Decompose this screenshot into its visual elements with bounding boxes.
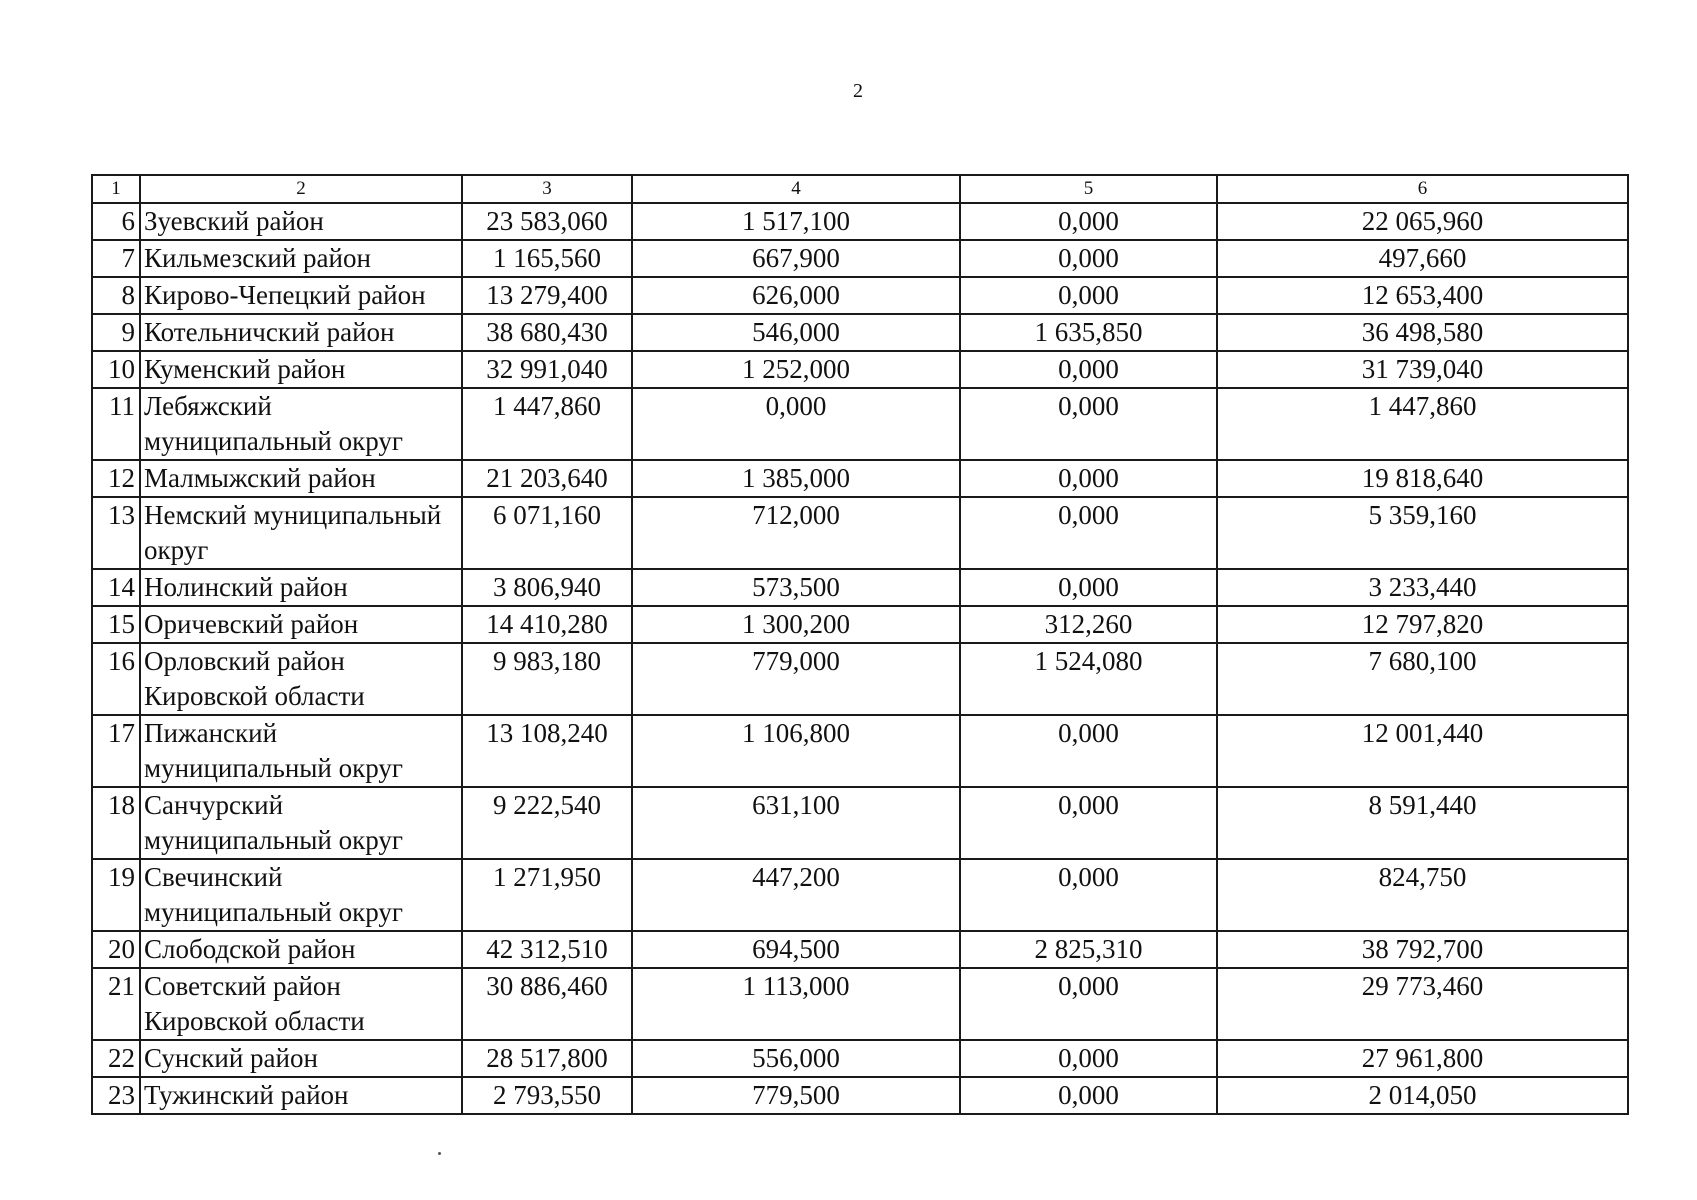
district-name-cell: Лебяжский муниципальный округ <box>140 388 462 460</box>
column-5-value-cell: 1 524,080 <box>960 643 1217 715</box>
column-3-value-cell: 28 517,800 <box>462 1040 632 1077</box>
row-number-cell: 22 <box>92 1040 140 1077</box>
column-6-value-cell: 497,660 <box>1217 240 1628 277</box>
row-number-cell: 23 <box>92 1077 140 1114</box>
row-number-cell: 17 <box>92 715 140 787</box>
column-6-value-cell: 3 233,440 <box>1217 569 1628 606</box>
table-row <box>92 859 1628 931</box>
column-3-value-cell: 38 680,430 <box>462 314 632 351</box>
row-number-cell: 21 <box>92 968 140 1040</box>
district-name-cell: Орловский район Кировской области <box>140 643 462 715</box>
column-3-value-cell: 42 312,510 <box>462 931 632 968</box>
column-5-value-cell: 0,000 <box>960 715 1217 787</box>
column-4-value-cell: 447,200 <box>632 859 960 931</box>
column-header: 6 <box>1217 175 1628 203</box>
column-3-value-cell: 9 222,540 <box>462 787 632 859</box>
district-name-cell: Оричевский район <box>140 606 462 643</box>
table-row <box>92 277 1628 314</box>
column-3-value-cell: 13 108,240 <box>462 715 632 787</box>
table-row <box>92 1040 1628 1077</box>
column-6-value-cell: 12 001,440 <box>1217 715 1628 787</box>
column-6-value-cell: 12 653,400 <box>1217 277 1628 314</box>
column-4-value-cell: 1 106,800 <box>632 715 960 787</box>
row-number-cell: 14 <box>92 569 140 606</box>
row-number-cell: 19 <box>92 859 140 931</box>
column-5-value-cell: 0,000 <box>960 1077 1217 1114</box>
column-5-value-cell: 0,000 <box>960 1040 1217 1077</box>
table-row <box>92 240 1628 277</box>
column-6-value-cell: 2 014,050 <box>1217 1077 1628 1114</box>
district-name-cell: Сунский район <box>140 1040 462 1077</box>
column-5-value-cell: 0,000 <box>960 351 1217 388</box>
column-5-value-cell: 312,260 <box>960 606 1217 643</box>
column-4-value-cell: 1 385,000 <box>632 460 960 497</box>
column-4-value-cell: 0,000 <box>632 388 960 460</box>
column-4-value-cell: 1 252,000 <box>632 351 960 388</box>
column-5-value-cell: 0,000 <box>960 203 1217 240</box>
row-number-cell: 8 <box>92 277 140 314</box>
row-number-cell: 9 <box>92 314 140 351</box>
column-4-value-cell: 694,500 <box>632 931 960 968</box>
column-4-value-cell: 546,000 <box>632 314 960 351</box>
district-name-cell: Кирово-Чепецкий район <box>140 277 462 314</box>
column-3-value-cell: 6 071,160 <box>462 497 632 569</box>
column-header: 3 <box>462 175 632 203</box>
row-number-cell: 11 <box>92 388 140 460</box>
column-4-value-cell: 556,000 <box>632 1040 960 1077</box>
table-row <box>92 351 1628 388</box>
district-name-cell: Свечинский муниципальный округ <box>140 859 462 931</box>
table-row <box>92 715 1628 787</box>
column-3-value-cell: 14 410,280 <box>462 606 632 643</box>
column-6-value-cell: 36 498,580 <box>1217 314 1628 351</box>
column-6-value-cell: 29 773,460 <box>1217 968 1628 1040</box>
row-number-cell: 10 <box>92 351 140 388</box>
district-name-cell: Пижанский муниципальный округ <box>140 715 462 787</box>
column-3-value-cell: 21 203,640 <box>462 460 632 497</box>
row-number-cell: 6 <box>92 203 140 240</box>
column-header: 5 <box>960 175 1217 203</box>
column-3-value-cell: 23 583,060 <box>462 203 632 240</box>
table-row <box>92 569 1628 606</box>
row-number-cell: 13 <box>92 497 140 569</box>
column-6-value-cell: 12 797,820 <box>1217 606 1628 643</box>
district-name-cell: Нолинский район <box>140 569 462 606</box>
row-number-cell: 16 <box>92 643 140 715</box>
table-row <box>92 787 1628 859</box>
column-6-value-cell: 27 961,800 <box>1217 1040 1628 1077</box>
column-3-value-cell: 1 271,950 <box>462 859 632 931</box>
column-5-value-cell: 0,000 <box>960 569 1217 606</box>
column-6-value-cell: 7 680,100 <box>1217 643 1628 715</box>
column-header: 4 <box>632 175 960 203</box>
district-name-cell: Кильмезский район <box>140 240 462 277</box>
column-5-value-cell: 0,000 <box>960 497 1217 569</box>
table-row <box>92 968 1628 1040</box>
column-4-value-cell: 667,900 <box>632 240 960 277</box>
column-3-value-cell: 9 983,180 <box>462 643 632 715</box>
column-5-value-cell: 0,000 <box>960 277 1217 314</box>
table-row <box>92 606 1628 643</box>
column-header: 2 <box>140 175 462 203</box>
table-row <box>92 497 1628 569</box>
column-6-value-cell: 22 065,960 <box>1217 203 1628 240</box>
column-6-value-cell: 5 359,160 <box>1217 497 1628 569</box>
row-number-cell: 18 <box>92 787 140 859</box>
column-4-value-cell: 573,500 <box>632 569 960 606</box>
column-6-value-cell: 19 818,640 <box>1217 460 1628 497</box>
column-5-value-cell: 1 635,850 <box>960 314 1217 351</box>
district-name-cell: Советский район Кировской области <box>140 968 462 1040</box>
column-6-value-cell: 31 739,040 <box>1217 351 1628 388</box>
column-5-value-cell: 2 825,310 <box>960 931 1217 968</box>
table-row <box>92 314 1628 351</box>
district-name-cell: Санчурский муниципальный округ <box>140 787 462 859</box>
column-6-value-cell: 8 591,440 <box>1217 787 1628 859</box>
table-row <box>92 460 1628 497</box>
column-4-value-cell: 626,000 <box>632 277 960 314</box>
column-5-value-cell: 0,000 <box>960 388 1217 460</box>
column-4-value-cell: 1 113,000 <box>632 968 960 1040</box>
column-4-value-cell: 779,500 <box>632 1077 960 1114</box>
column-3-value-cell: 3 806,940 <box>462 569 632 606</box>
column-3-value-cell: 1 165,560 <box>462 240 632 277</box>
column-6-value-cell: 824,750 <box>1217 859 1628 931</box>
column-5-value-cell: 0,000 <box>960 787 1217 859</box>
row-number-cell: 20 <box>92 931 140 968</box>
column-3-value-cell: 1 447,860 <box>462 388 632 460</box>
column-3-value-cell: 13 279,400 <box>462 277 632 314</box>
row-number-cell: 15 <box>92 606 140 643</box>
column-6-value-cell: 38 792,700 <box>1217 931 1628 968</box>
district-name-cell: Слободской район <box>140 931 462 968</box>
column-number-row <box>92 175 1628 203</box>
district-name-cell: Котельничский район <box>140 314 462 351</box>
column-3-value-cell: 30 886,460 <box>462 968 632 1040</box>
column-3-value-cell: 2 793,550 <box>462 1077 632 1114</box>
district-name-cell: Тужинский район <box>140 1077 462 1114</box>
district-name-cell: Малмыжский район <box>140 460 462 497</box>
column-header: 1 <box>92 175 140 203</box>
column-4-value-cell: 1 300,200 <box>632 606 960 643</box>
column-3-value-cell: 32 991,040 <box>462 351 632 388</box>
table-row <box>92 388 1628 460</box>
column-4-value-cell: 631,100 <box>632 787 960 859</box>
column-5-value-cell: 0,000 <box>960 240 1217 277</box>
column-5-value-cell: 0,000 <box>960 968 1217 1040</box>
row-number-cell: 12 <box>92 460 140 497</box>
table-row <box>92 643 1628 715</box>
column-4-value-cell: 712,000 <box>632 497 960 569</box>
data-table <box>91 174 1629 1115</box>
column-4-value-cell: 1 517,100 <box>632 203 960 240</box>
scan-speck <box>438 1152 441 1155</box>
table-row <box>92 1077 1628 1114</box>
column-6-value-cell: 1 447,860 <box>1217 388 1628 460</box>
district-name-cell: Зуевский район <box>140 203 462 240</box>
table-row <box>92 931 1628 968</box>
table-row <box>92 203 1628 240</box>
column-5-value-cell: 0,000 <box>960 460 1217 497</box>
row-number-cell: 7 <box>92 240 140 277</box>
district-name-cell: Куменский район <box>140 351 462 388</box>
column-4-value-cell: 779,000 <box>632 643 960 715</box>
district-name-cell: Немский муниципальный округ <box>140 497 462 569</box>
column-5-value-cell: 0,000 <box>960 859 1217 931</box>
page-number: 2 <box>853 80 863 102</box>
